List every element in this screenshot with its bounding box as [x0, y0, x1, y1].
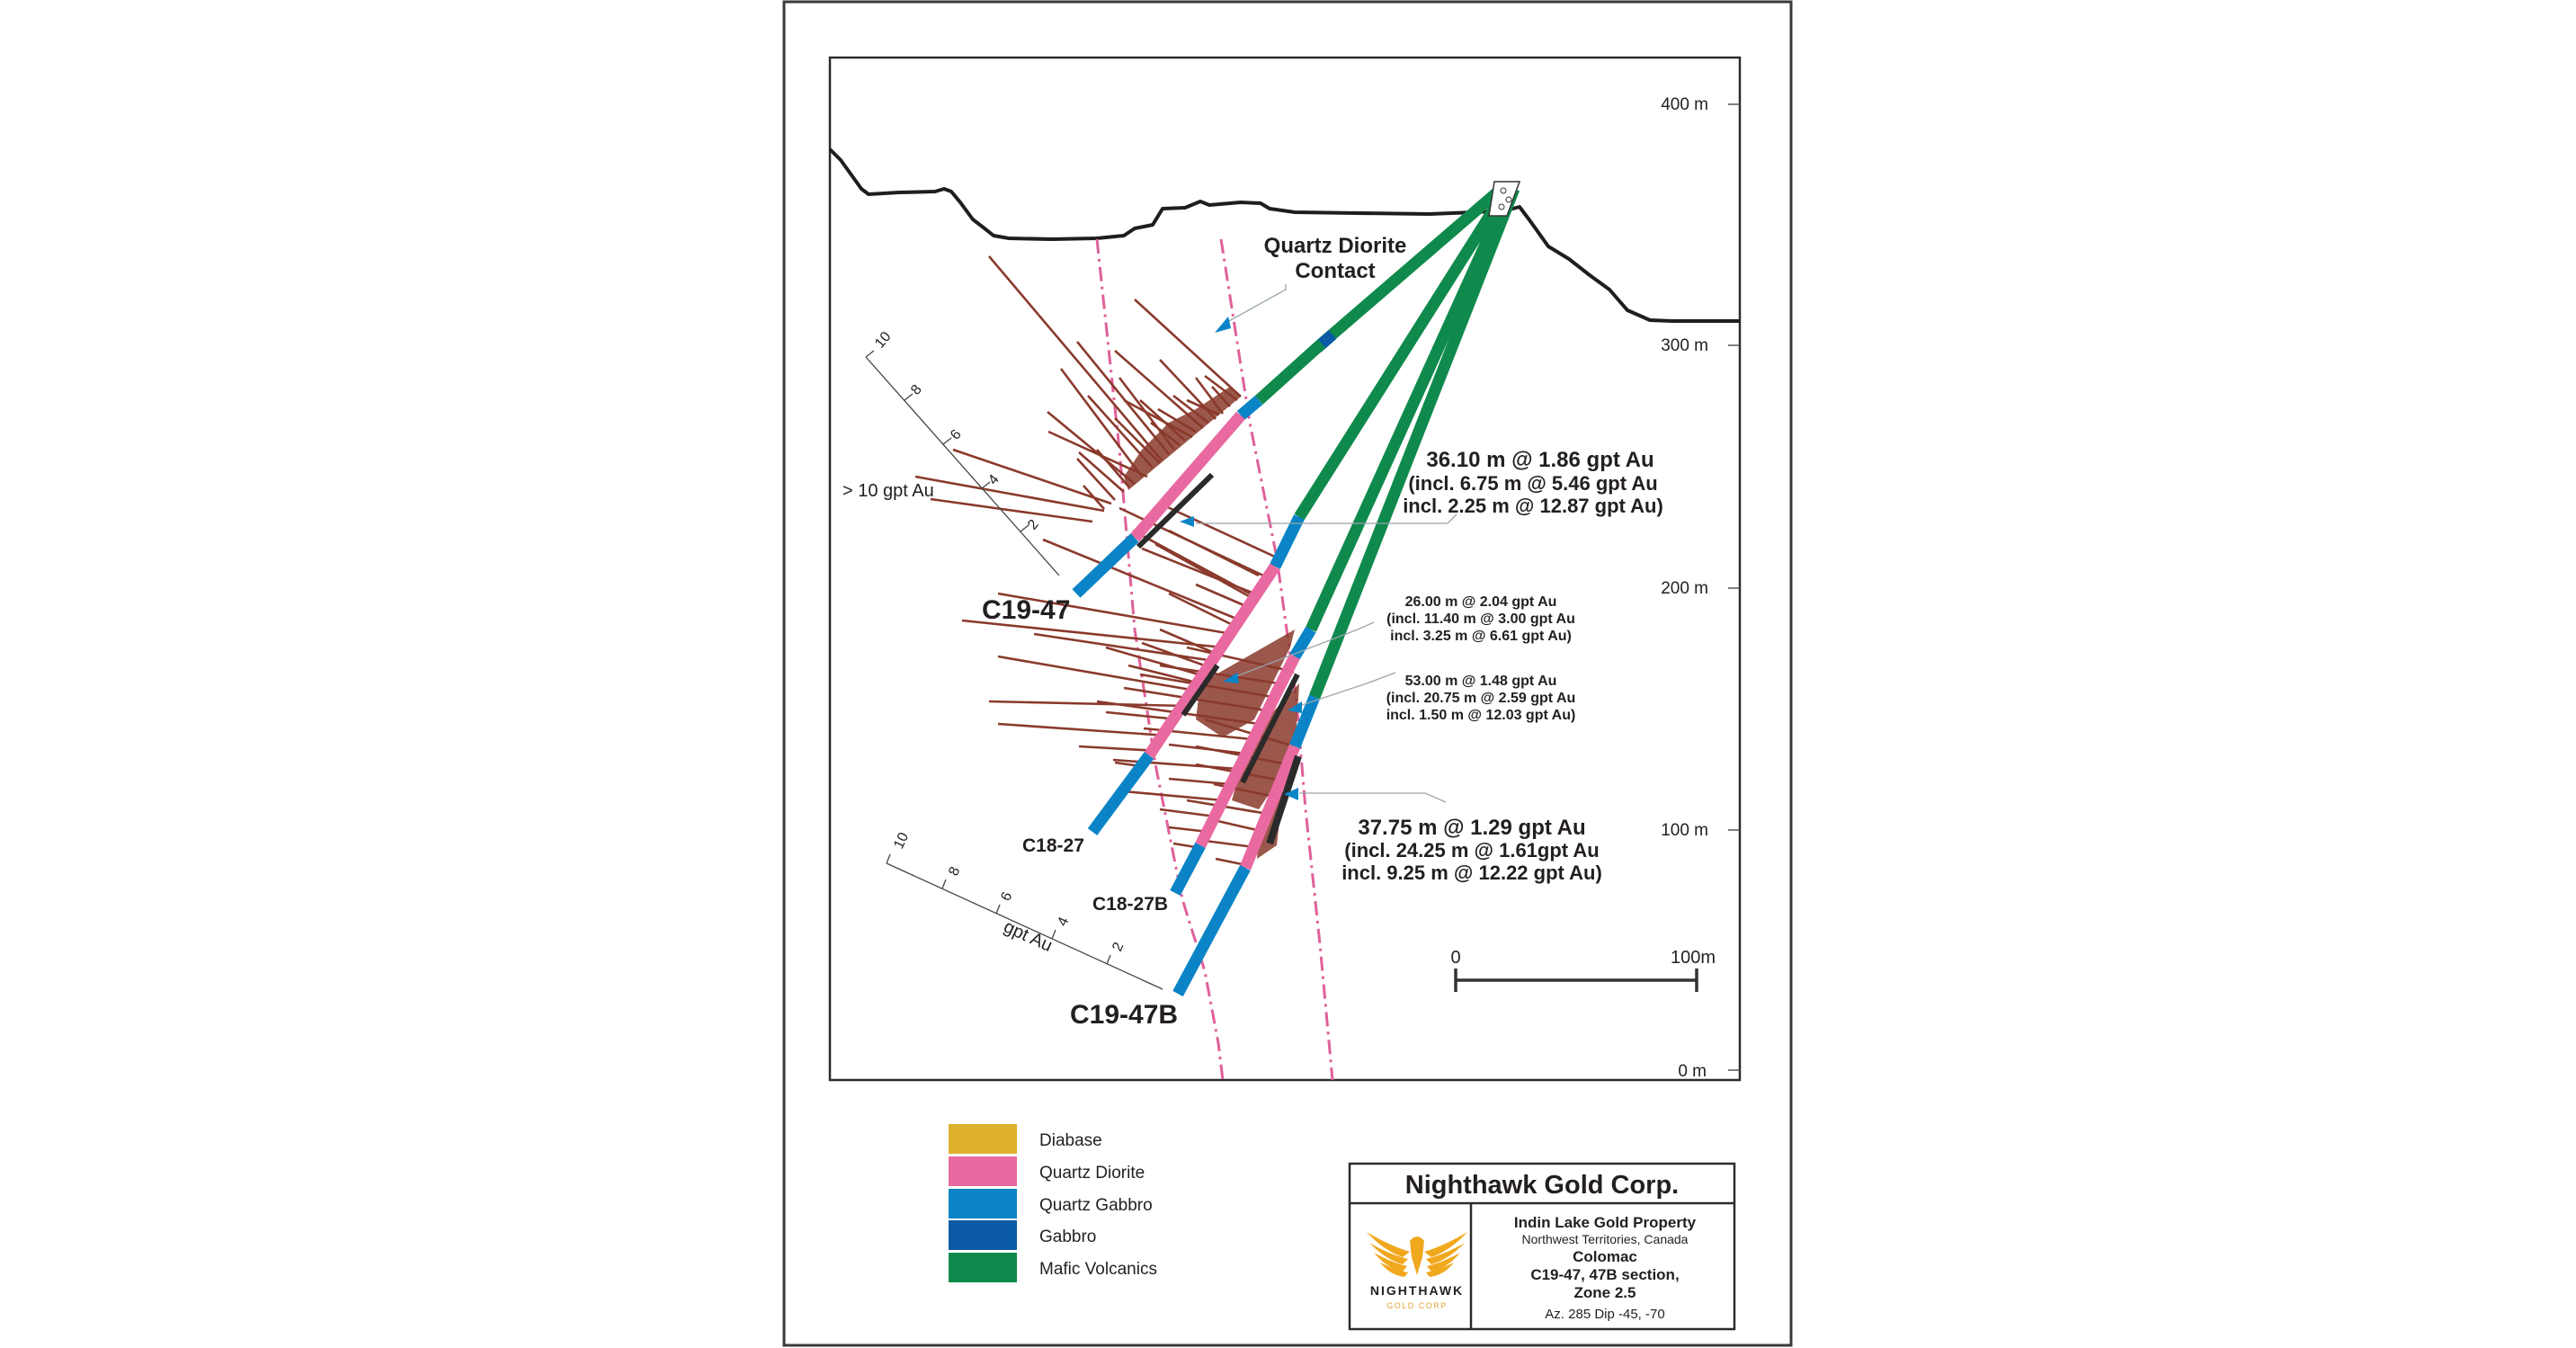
assay-scale-upper-tick-6: 6	[948, 426, 965, 443]
elevation-label-300: 300 m	[1661, 336, 1708, 355]
area-name: Colomac	[1573, 1248, 1637, 1265]
property-location: Northwest Territories, Canada	[1521, 1232, 1689, 1246]
hole-label-c19-47: C19-47	[982, 595, 1071, 625]
assay-scale-upper-tick-2: 2	[1025, 516, 1042, 533]
property-name: Indin Lake Gold Property	[1513, 1214, 1697, 1231]
elevation-label-200: 200 m	[1661, 579, 1708, 598]
logo-wordmark: NIGHTHAWK	[1369, 1283, 1465, 1298]
svg-text:(incl. 11.40 m @ 3.00 gpt Au: (incl. 11.40 m @ 3.00 gpt Au	[1386, 612, 1575, 627]
assay-scale-lower-tick-10: 10	[891, 830, 913, 852]
legend-swatch-diabase	[949, 1124, 1017, 1154]
zone-name: Zone 2.5	[1573, 1284, 1636, 1301]
elevation-label-400: 400 m	[1661, 95, 1708, 114]
scale-bar-start-label: 0	[1450, 948, 1461, 968]
elevation-label-0: 0 m	[1678, 1062, 1707, 1081]
contact-label-line1: Quartz Diorite	[1263, 234, 1407, 258]
assay-scale-lower-tick-8: 8	[946, 864, 964, 879]
overflow-label: > 10 gpt Au	[842, 481, 934, 501]
legend-swatch-quartz-diorite	[949, 1156, 1017, 1186]
assay-scale-upper-tick-10: 10	[872, 329, 895, 352]
svg-text:(incl. 20.75 m @ 2.59 gpt Au: (incl. 20.75 m @ 2.59 gpt Au	[1386, 691, 1576, 706]
svg-text:37.75 m @ 1.29 gpt Au: 37.75 m @ 1.29 gpt Au	[1358, 816, 1586, 840]
assay-scale-lower-tick-2: 2	[1110, 940, 1128, 954]
svg-text:53.00 m @ 1.48 gpt Au: 53.00 m @ 1.48 gpt Au	[1404, 674, 1557, 689]
legend-label-diabase: Diabase	[1039, 1131, 1102, 1150]
title-block	[1350, 1164, 1734, 1329]
legend-swatch-gabbro	[949, 1220, 1017, 1250]
svg-text:incl. 9.25 m @ 12.22 gpt Au): incl. 9.25 m @ 12.22 gpt Au)	[1341, 861, 1602, 884]
svg-text:26.00 m @ 2.04 gpt Au: 26.00 m @ 2.04 gpt Au	[1404, 594, 1557, 610]
legend-swatch-quartz-gabbro	[949, 1189, 1017, 1219]
svg-text:36.10 m @ 1.86 gpt Au: 36.10 m @ 1.86 gpt Au	[1426, 448, 1654, 472]
assay-scale-lower-tick-4: 4	[1055, 915, 1073, 929]
logo-subtext: GOLD CORP	[1386, 1301, 1448, 1310]
svg-text:incl. 1.50 m @ 12.03 gpt Au): incl. 1.50 m @ 12.03 gpt Au)	[1386, 708, 1576, 723]
legend-swatch-mafic-volcanics	[949, 1253, 1017, 1282]
elevation-label-100: 100 m	[1661, 821, 1708, 840]
hole-label-c19-47b: C19-47B	[1070, 1000, 1179, 1030]
orientation-info: Az. 285 Dip -45, -70	[1545, 1307, 1665, 1322]
scale-bar-end-label: 100m	[1670, 948, 1716, 968]
svg-text:incl. 3.25 m @ 6.61 gpt Au): incl. 3.25 m @ 6.61 gpt Au)	[1390, 629, 1572, 644]
legend-label-quartz-diorite: Quartz Diorite	[1039, 1164, 1145, 1183]
assay-scale-upper-tick-4: 4	[985, 471, 1003, 488]
svg-text:(incl. 6.75 m @ 5.46 gpt Au: (incl. 6.75 m @ 5.46 gpt Au	[1408, 472, 1658, 495]
legend-label-mafic-volcanics: Mafic Volcanics	[1039, 1260, 1157, 1279]
contact-label-line2: Contact	[1295, 259, 1376, 283]
legend-label-gabbro: Gabbro	[1039, 1227, 1097, 1246]
hole-label-c18-27b: C18-27B	[1092, 894, 1169, 915]
svg-text:(incl. 24.25 m @ 1.61gpt Au: (incl. 24.25 m @ 1.61gpt Au	[1344, 839, 1600, 861]
svg-text:incl. 2.25 m @ 12.87 gpt Au): incl. 2.25 m @ 12.87 gpt Au)	[1403, 495, 1663, 517]
legend-label-quartz-gabbro: Quartz Gabbro	[1039, 1196, 1153, 1215]
hole-label-c18-27: C18-27	[1022, 835, 1084, 856]
assay-scale-lower-unit: gpt Au	[1000, 916, 1056, 957]
assay-scale-lower-tick-6: 6	[998, 889, 1016, 904]
company-name: Nighthawk Gold Corp.	[1404, 1171, 1680, 1200]
assay-scale-upper-tick-8: 8	[908, 381, 925, 398]
section-name: C19-47, 47B section,	[1530, 1266, 1680, 1283]
